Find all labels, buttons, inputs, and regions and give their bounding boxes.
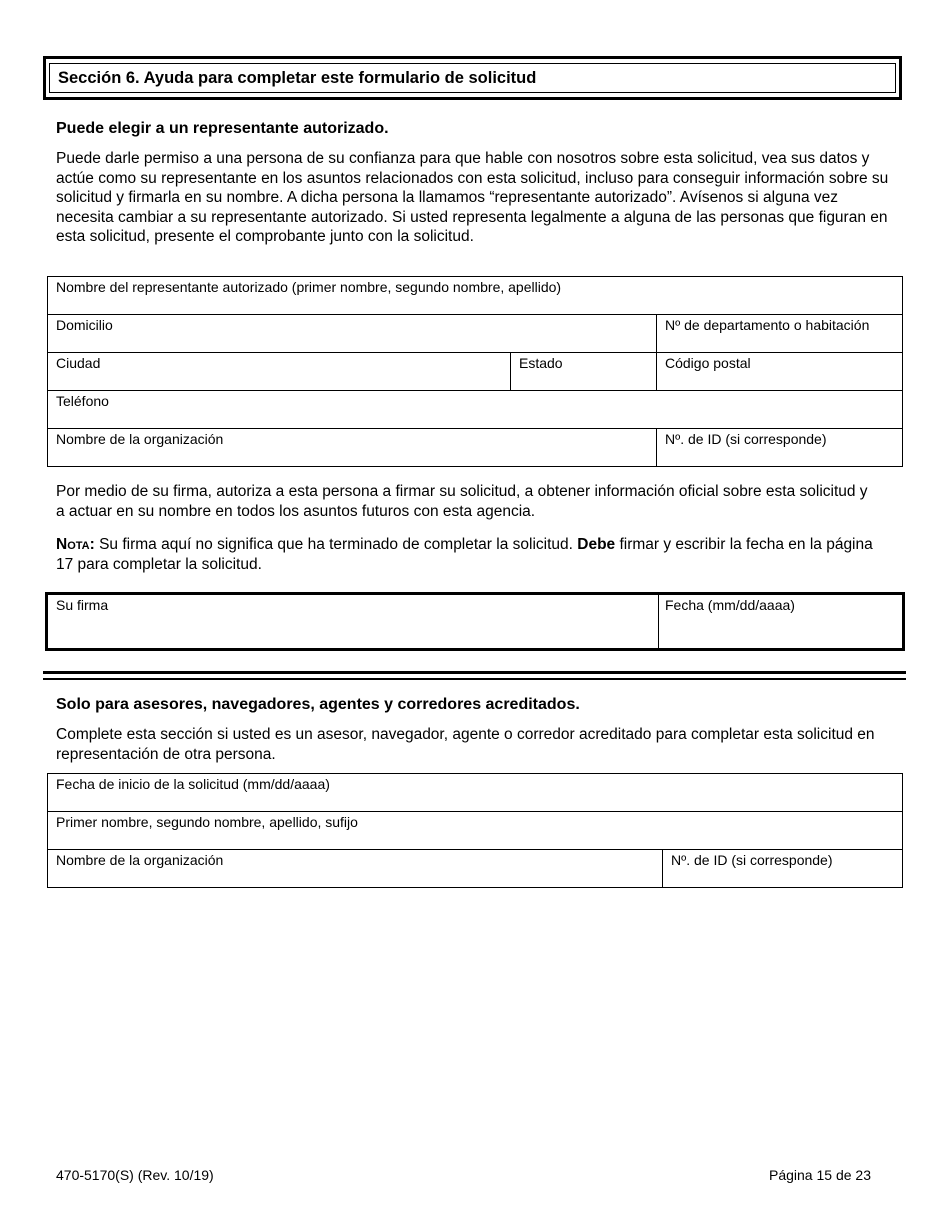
assister-id-field[interactable] bbox=[662, 849, 903, 888]
rep-address-field[interactable] bbox=[47, 314, 657, 353]
signature-date-label: Fecha (mm/dd/aaaa) bbox=[665, 597, 795, 613]
note-part1: Su firma aquí no significa que ha terminado de completar la solicitud. bbox=[94, 536, 578, 553]
note-part2: firmar y escribir la fecha en la página 17 para completar la solicitud. bbox=[56, 536, 873, 573]
assisters-intro: Complete esta sección si usted es un asesor, navegador, agente o corredor acreditado para completar esta solicitud en representación de otra persona. bbox=[56, 726, 875, 763]
divider-line-top bbox=[43, 671, 906, 674]
representative-heading: Puede elegir a un representante autorizado. bbox=[56, 120, 389, 137]
page-number: Página 15 de 23 bbox=[769, 1167, 871, 1183]
rep-apt-label: Nº de departamento o habitación bbox=[665, 317, 870, 333]
form-number: 470-5170(S) (Rev. 10/19) bbox=[56, 1167, 214, 1183]
assisters-heading: Solo para asesores, navegadores, agentes y corredores acreditados. bbox=[56, 696, 580, 713]
rep-zip-field[interactable] bbox=[656, 352, 903, 391]
section-title: Sección 6. Ayuda para completar este formulario de solicitud bbox=[49, 63, 896, 93]
rep-org-label: Nombre de la organización bbox=[56, 431, 224, 447]
rep-phone-label: Teléfono bbox=[56, 393, 109, 409]
signature-field[interactable] bbox=[45, 592, 659, 651]
assister-start-date-label: Fecha de inicio de la solicitud (mm/dd/aaaa) bbox=[56, 776, 330, 792]
note-text bbox=[56, 535, 886, 574]
assister-org-label: Nombre de la organización bbox=[56, 852, 224, 868]
signature-label: Su firma bbox=[56, 597, 109, 613]
assister-name-label: Primer nombre, segundo nombre, apellido, sufijo bbox=[56, 814, 358, 830]
divider-line-bottom bbox=[43, 678, 906, 680]
authorization-text: Por medio de su firma, autoriza a esta persona a firmar su solicitud, a obtener información oficial sobre esta solicitud y a actuar en su nombre en todos los asuntos futuros con esta agencia. bbox=[56, 483, 868, 520]
rep-id-label: Nº. de ID (si corresponde) bbox=[665, 431, 827, 447]
assister-name-field[interactable] bbox=[47, 811, 903, 850]
note-label: Nota: bbox=[56, 536, 95, 553]
rep-org-field[interactable] bbox=[47, 428, 657, 467]
rep-apt-field[interactable] bbox=[656, 314, 903, 353]
assister-id-label: Nº. de ID (si corresponde) bbox=[671, 852, 833, 868]
rep-phone-field[interactable] bbox=[47, 390, 903, 429]
assister-start-date-field[interactable] bbox=[47, 773, 903, 812]
note-emphasis: Debe bbox=[577, 536, 616, 553]
rep-city-field[interactable] bbox=[47, 352, 511, 391]
rep-id-field[interactable] bbox=[656, 428, 903, 467]
rep-zip-label: Código postal bbox=[665, 355, 751, 371]
rep-name-field[interactable] bbox=[47, 276, 903, 315]
signature-date-field[interactable] bbox=[657, 592, 905, 651]
rep-state-label: Estado bbox=[519, 355, 563, 371]
rep-address-label: Domicilio bbox=[56, 317, 113, 333]
rep-city-label: Ciudad bbox=[56, 355, 101, 371]
rep-name-label: Nombre del representante autorizado (primer nombre, segundo nombre, apellido) bbox=[56, 279, 562, 295]
assister-org-field[interactable] bbox=[47, 849, 663, 888]
rep-state-field[interactable] bbox=[510, 352, 657, 391]
section-header bbox=[43, 56, 902, 100]
representative-intro: Puede darle permiso a una persona de su confianza para que hable con nosotros sobre esta solicitud, vea sus datos y actúe como su representante en los asuntos relacionados con esta solicitud, incluso para conseguir información sobre su solicitud y firmarla en su nombre. A dicha persona la llamamos “representante autorizado”. Avísenos si alguna vez necesita cambiar a su representante autorizado. Si usted representa legalmente a alguna de las personas que figuran en esta solicitud, presente el comprobante junto con la solicitud. bbox=[56, 150, 889, 245]
